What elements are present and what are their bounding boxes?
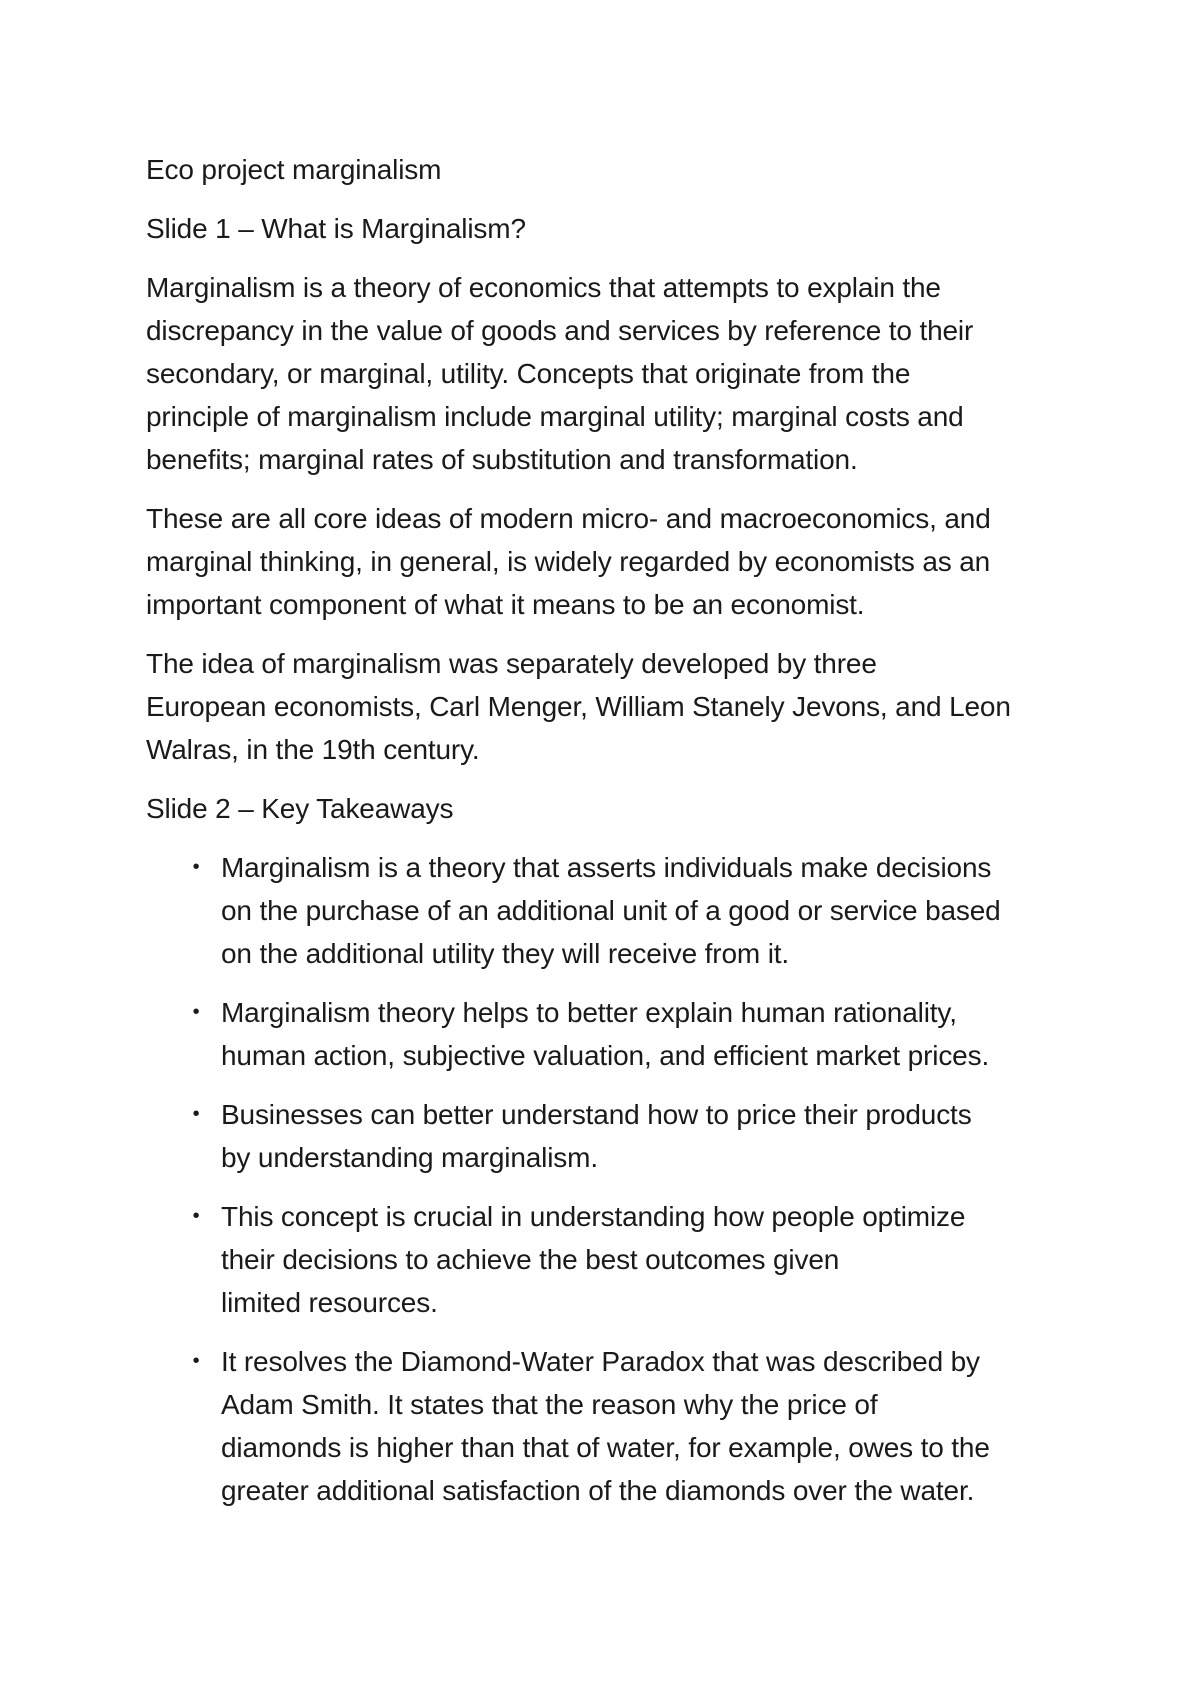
bullet-text-1: Marginalism is a theory that asserts individuals make decisions on the purchase of an additional unit of a good or service based on the additional utility they will receive from it. [221, 852, 1001, 969]
bullet-icon: • [192, 1205, 200, 1227]
slide-1-heading: Slide 1 – What is Marginalism? [146, 213, 526, 244]
key-takeaways-list [146, 846, 1086, 1512]
document-body [146, 148, 1086, 1528]
bullet-icon: • [192, 1350, 200, 1372]
bullet-text-2: Marginalism theory helps to better explain human rationality, human action, subjective valuation, and efficient market prices. [221, 997, 990, 1071]
list-item [146, 1195, 1086, 1324]
bullet-icon: • [192, 1001, 200, 1023]
list-item [146, 991, 1086, 1077]
slide-1-paragraph-1: Marginalism is a theory of economics that attempts to explain the discrepancy in the value of goods and services by reference to their secondary, or marginal, utility. Concepts that originate from the principle of marginalism include marginal utility; marginal costs and benefits; marginal rates of substitution and transformation. [146, 272, 974, 475]
bullet-text-3: Businesses can better understand how to price their products by understanding marginalism. [221, 1099, 972, 1173]
bullet-text-5: It resolves the Diamond-Water Paradox that was described by Adam Smith. It states that the reason why the price of diamonds is higher than that of water, for example, owes to the greater additional satisfaction of the diamonds over the water. [221, 1346, 990, 1506]
slide-1-paragraph-2: These are all core ideas of modern micro- and macroeconomics, and marginal thinking, in general, is widely regarded by economists as an important component of what it means to be an economist. [146, 503, 991, 620]
document-title: Eco project marginalism [146, 154, 442, 185]
slide-1-paragraph-3: The idea of marginalism was separately developed by three European economists, Carl Menger, William Stanely Jevons, and Leon Walras, in the 19th century. [146, 648, 1011, 765]
bullet-text-4: This concept is crucial in understanding how people optimize their decisions to achieve the best outcomes given limited resources. [221, 1201, 966, 1318]
slide-2-heading: Slide 2 – Key Takeaways [146, 793, 454, 824]
bullet-icon: • [192, 1103, 200, 1125]
bullet-icon: • [192, 856, 200, 878]
list-item [146, 1340, 1086, 1512]
list-item [146, 1093, 1086, 1179]
list-item [146, 846, 1086, 975]
